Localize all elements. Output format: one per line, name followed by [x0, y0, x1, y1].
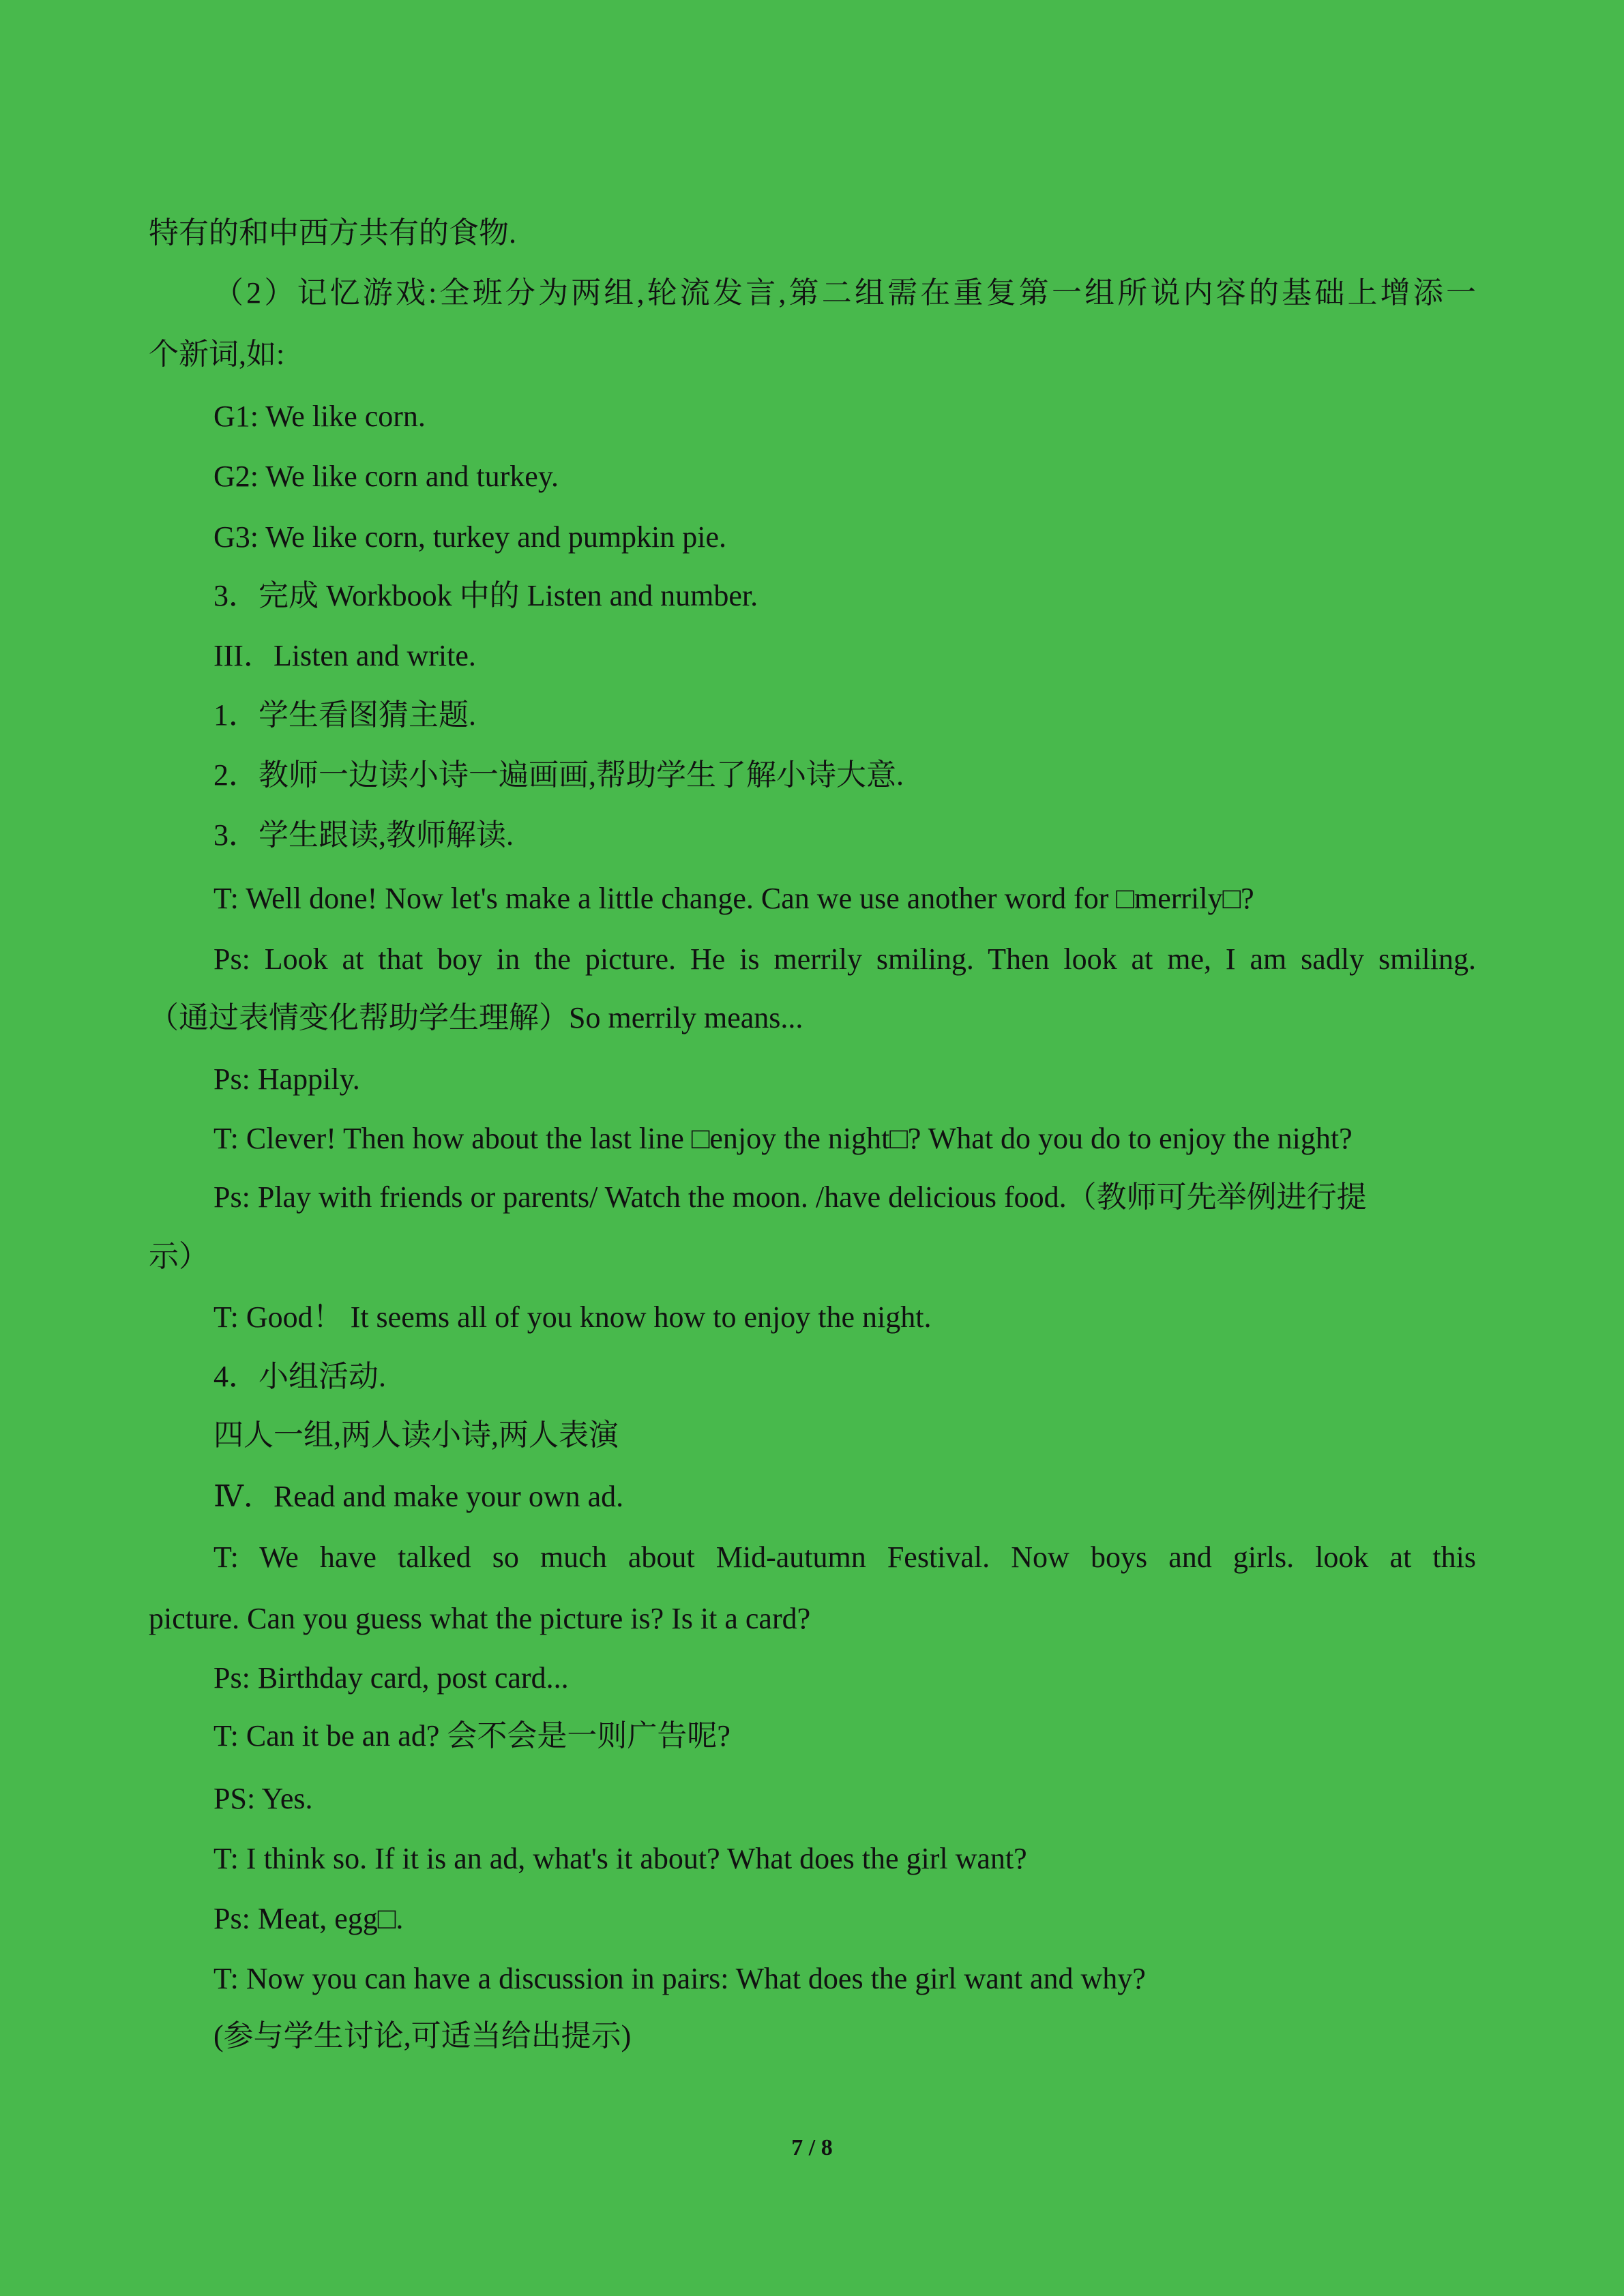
dialogue-line: picture. Can you guess what the picture is? Is it a card?: [149, 1602, 811, 1635]
paragraph-line: 四人一组,两人读小诗,两人表演: [213, 1418, 619, 1452]
dialogue-line: Ps: Play with friends or parents/ Watch the moon. /have delicious food.（教师可先举例进行提: [213, 1180, 1367, 1214]
paragraph-line: 3．学生跟读,教师解读.: [213, 818, 514, 852]
paragraph-line: G3: We like corn, turkey and pumpkin pie.: [213, 520, 727, 554]
paragraph-line: （2）记忆游戏:全班分为两组,轮流发言,第二组需在重复第一组所说内容的基础上增添一: [213, 276, 1476, 310]
dialogue-line: T: Clever! Then how about the last line □enjoy the night□? What do you do to enjoy the night?: [213, 1122, 1353, 1155]
dialogue-line: Ps: Birthday card, post card...: [213, 1661, 569, 1695]
dialogue-line: T: I think so. If it is an ad, what's it about? What does the girl want?: [213, 1842, 1027, 1875]
dialogue-line: 示）: [149, 1240, 209, 1273]
dialogue-line: Ps: Look at that boy in the picture. He is merrily smiling. Then look at me, I am sadly smiling.: [213, 942, 1476, 976]
dialogue-line: T: Now you can have a discussion in pairs: What does the girl want and why?: [213, 1962, 1146, 1995]
paragraph-line: 2．教师一边读小诗一遍画画,帮助学生了解小诗大意.: [213, 758, 904, 792]
dialogue-line: T: Well done! Now let's make a little change. Can we use another word for □merrily□?: [213, 882, 1254, 915]
dialogue-line: T: Can it be an ad? 会不会是一则广告呢?: [213, 1719, 730, 1753]
paragraph-line: 个新词,如:: [149, 338, 285, 371]
section-heading: Ⅳ．Read and make your own ad.: [213, 1480, 624, 1513]
dialogue-line: T: We have talked so much about Mid-autumn Festival. Now boys and girls. look at this: [213, 1540, 1476, 1574]
paragraph-line: (参与学生讨论,可适当给出提示): [213, 2019, 632, 2053]
paragraph-line: 1．学生看图猜主题.: [213, 698, 476, 732]
paragraph-line: 4．小组活动.: [213, 1360, 386, 1393]
section-heading: III．Listen and write.: [213, 639, 476, 672]
dialogue-line: Ps: Meat, egg□.: [213, 1902, 404, 1935]
paragraph-line: G2: We like corn and turkey.: [213, 460, 559, 493]
paragraph-line: 3．完成 Workbook 中的 Listen and number.: [213, 579, 758, 612]
dialogue-line: PS: Yes.: [213, 1782, 313, 1815]
page-number: 7 / 8: [791, 2135, 833, 2160]
dialogue-line: Ps: Happily.: [213, 1062, 360, 1096]
dialogue-line: T: Good！ It seems all of you know how to enjoy the night.: [213, 1300, 932, 1334]
paragraph-line: 特有的和中西方共有的食物.: [149, 216, 516, 250]
dialogue-line: （通过表情变化帮助学生理解）So merrily means...: [149, 1001, 803, 1034]
paragraph-line: G1: We like corn.: [213, 400, 426, 433]
